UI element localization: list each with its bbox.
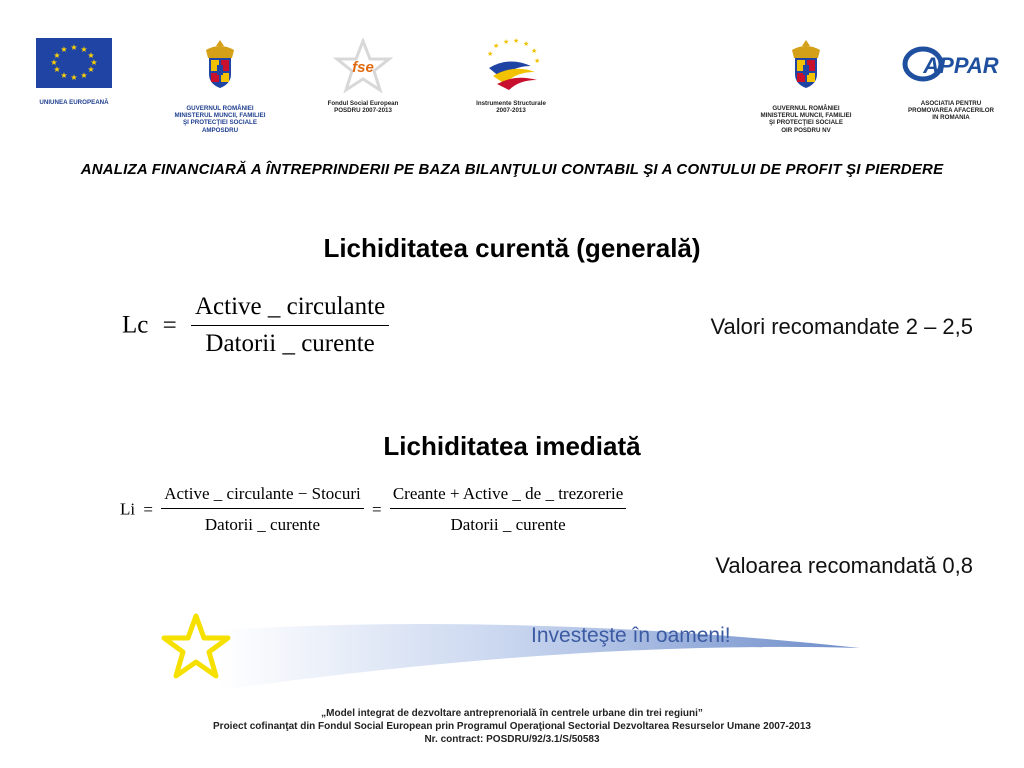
section-title-immediate-liquidity: Lichiditatea imediată bbox=[383, 431, 641, 461]
structural-instruments-logo bbox=[465, 38, 557, 114]
fse-caption: Fondul Social European POSDRU 2007-2013 bbox=[327, 100, 399, 115]
fraction bbox=[161, 484, 364, 535]
fraction bbox=[191, 293, 389, 358]
svg-text:★: ★ bbox=[487, 50, 494, 58]
cofinancing-statement: Proiect cofinanţat din Fondul Social European prin Programul Operaţional Sectorial Dezvoltarea Resurselor Umane 2007-2013 bbox=[213, 721, 811, 732]
fse-mark: fse bbox=[352, 59, 374, 76]
fse-logo bbox=[318, 38, 408, 114]
svg-text:★: ★ bbox=[531, 47, 538, 55]
numerator: Creante + Active _ de _ trezorerie bbox=[392, 484, 624, 503]
equals-sign: = bbox=[162, 311, 177, 339]
footer-credits bbox=[150, 707, 874, 746]
equals-sign: = bbox=[143, 499, 153, 519]
government-caption-1: GUVERNUL ROMÂNIEI MINISTERUL MUNCII, FAMILIEI ŞI PROTECŢIEI SOCIALE AMPOSDRU bbox=[174, 105, 266, 134]
svg-text:★: ★ bbox=[513, 38, 520, 45]
svg-text:★: ★ bbox=[493, 42, 500, 50]
numerator: Active _ circulante − Stocuri bbox=[164, 484, 361, 503]
appar-logo-icon bbox=[901, 44, 1001, 86]
denominator: Datorii _ curente bbox=[450, 515, 566, 534]
recommended-values-note: Valori recomandate 2 – 2,5 bbox=[710, 314, 973, 339]
equals-sign: = bbox=[371, 499, 382, 519]
fse-star-icon bbox=[333, 38, 393, 94]
star-outline-icon bbox=[164, 616, 228, 676]
romanian-coat-of-arms-icon bbox=[202, 38, 238, 92]
fraction bbox=[390, 484, 626, 535]
government-logo-1 bbox=[168, 38, 272, 134]
appar-logo bbox=[898, 38, 1004, 122]
government-logo-2 bbox=[752, 38, 860, 134]
immediate-liquidity-formula bbox=[120, 484, 626, 535]
eu-flag-icon: ★ ★ ★ ★ ★ ★ ★ ★ ★ ★ ★ ★ bbox=[36, 38, 112, 88]
denominator: Datorii _ curente bbox=[204, 515, 321, 534]
structural-instruments-caption: Instrumente Structurale 2007-2013 bbox=[476, 100, 546, 115]
eu-caption: UNIUNEA EUROPEANĂ bbox=[39, 99, 109, 106]
current-liquidity-formula bbox=[122, 293, 389, 358]
formula-lhs: Lc bbox=[122, 311, 149, 339]
structural-instruments-icon bbox=[479, 38, 543, 94]
contract-number: Nr. contract: POSDRU/92/3.1/S/50583 bbox=[424, 734, 600, 745]
government-caption-2: GUVERNUL ROMÂNIEI MINISTERUL MUNCII, FAMILIEI ŞI PROTECŢIEI SOCIALE OIR POSDRU NV bbox=[760, 105, 852, 134]
romanian-coat-of-arms-icon bbox=[788, 38, 824, 92]
section-title-current-liquidity: Lichiditatea curentă (generală) bbox=[323, 233, 701, 263]
appar-mark: APPAR bbox=[923, 53, 999, 78]
formula-lhs: Li bbox=[120, 499, 136, 519]
document-title: ANALIZA FINANCIARĂ A ÎNTREPRINDERII PE BAZA BILANŢULUI CONTABIL ŞI A CONTULUI DE PROFIT ŞI PIERDERE bbox=[80, 161, 944, 178]
appar-caption: ASOCIATIA PENTRU PROMOVAREA AFACERILOR IN ROMANIA bbox=[907, 100, 995, 122]
slogan: Investeşte în oameni! bbox=[531, 624, 731, 647]
denominator: Datorii _ curente bbox=[205, 330, 375, 357]
eu-logo bbox=[34, 38, 114, 106]
svg-text:★: ★ bbox=[534, 57, 541, 65]
footer-banner-graphic bbox=[160, 610, 870, 700]
project-name: „Model integrat de dezvoltare antreprenorială în centrele urbane din trei regiuni” bbox=[321, 708, 703, 719]
svg-text:★: ★ bbox=[503, 38, 510, 46]
numerator: Active _ circulante bbox=[194, 293, 386, 320]
svg-text:★: ★ bbox=[523, 40, 530, 48]
recommended-value-note: Valoarea recomandată 0,8 bbox=[715, 553, 973, 578]
